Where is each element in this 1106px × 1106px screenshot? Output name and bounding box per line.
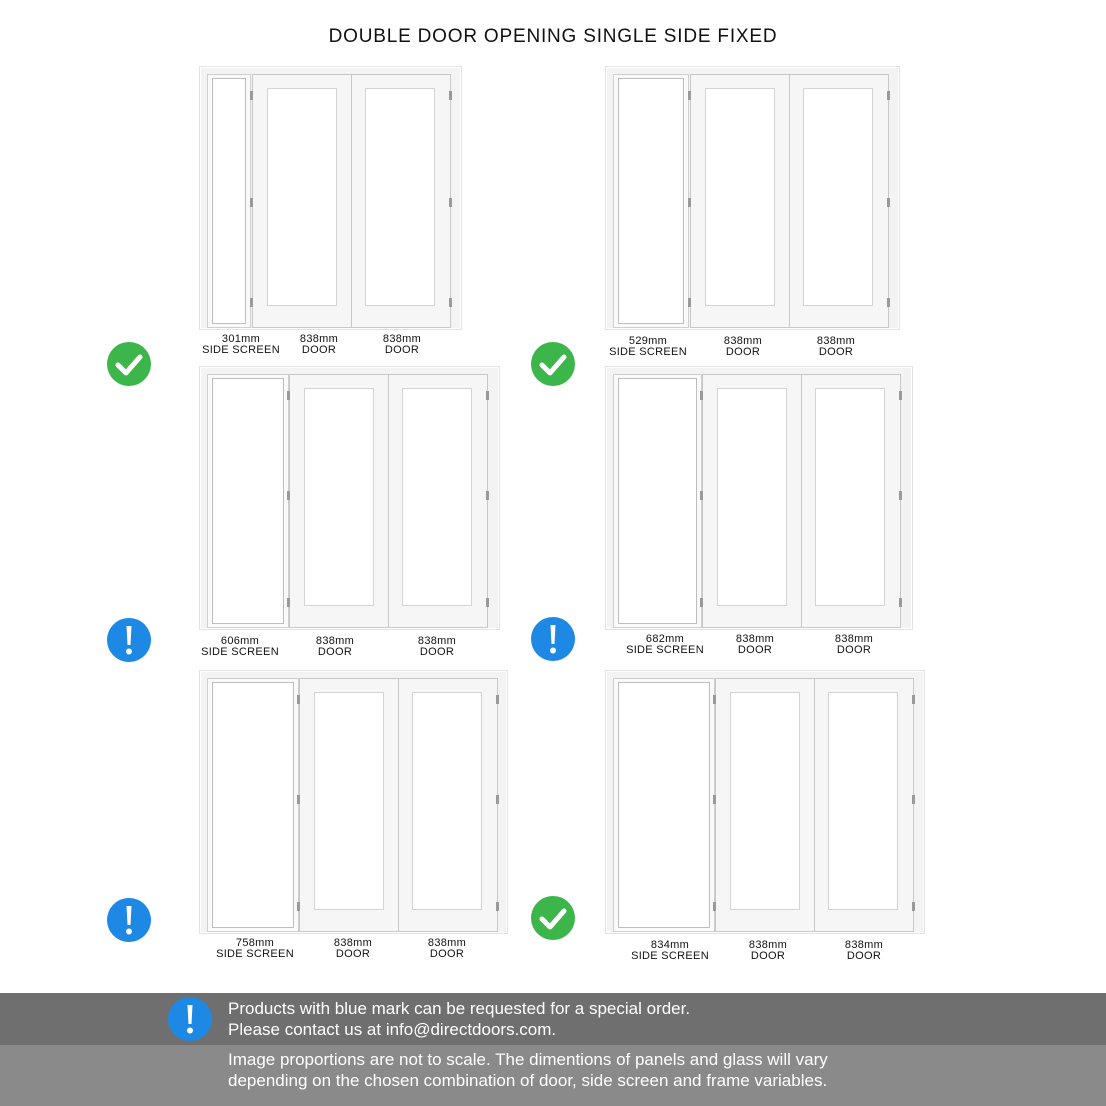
hinge bbox=[449, 91, 452, 100]
side-screen-label bbox=[623, 634, 707, 656]
door-1-width: 838mm bbox=[723, 335, 763, 347]
hinge bbox=[887, 298, 890, 307]
hinge bbox=[250, 298, 253, 307]
hinge bbox=[700, 598, 703, 607]
door-2-caption: DOOR bbox=[419, 646, 455, 658]
page-title: DOUBLE DOOR OPENING SINGLE SIDE FIXED bbox=[328, 26, 778, 47]
door-leaf-left bbox=[702, 374, 802, 628]
hinge bbox=[297, 902, 300, 911]
hinge bbox=[700, 391, 703, 400]
side-screen-label bbox=[605, 336, 691, 358]
check-icon-circle bbox=[531, 342, 575, 386]
door-2-label bbox=[407, 938, 487, 960]
hinge bbox=[297, 695, 300, 704]
hinge bbox=[713, 902, 716, 911]
footer-line-4: depending on the chosen combination of door, side screen and frame variables. bbox=[228, 1071, 828, 1090]
check-icon-circle bbox=[531, 896, 575, 940]
exclamation-icon bbox=[168, 997, 212, 1041]
hinge bbox=[887, 198, 890, 207]
hinge bbox=[688, 298, 691, 307]
footer-line-1: Products with blue mark can be requested for a special order. bbox=[228, 999, 691, 1018]
door-config-5 bbox=[199, 670, 508, 970]
door-glass bbox=[412, 692, 482, 910]
hinge bbox=[287, 391, 290, 400]
hinge bbox=[287, 598, 290, 607]
hinge bbox=[688, 198, 691, 207]
exclamation-icon-dot bbox=[126, 929, 132, 935]
door-2-caption: DOOR bbox=[818, 346, 854, 358]
side-screen-label bbox=[199, 334, 283, 356]
side-screen-width: 682mm bbox=[645, 633, 685, 645]
door-glass bbox=[828, 692, 898, 910]
hinge bbox=[912, 795, 915, 804]
door-config-6 bbox=[605, 670, 925, 970]
door-config-2 bbox=[605, 66, 900, 366]
door-1-caption: DOOR bbox=[301, 344, 337, 356]
hinge bbox=[496, 795, 499, 804]
door-2-label bbox=[362, 334, 442, 356]
door-2-caption: DOOR bbox=[384, 344, 420, 356]
door-leaf-left bbox=[252, 74, 352, 328]
door-config-3 bbox=[199, 366, 500, 666]
side-screen-glass bbox=[618, 378, 697, 624]
door-2-width: 838mm bbox=[417, 635, 457, 647]
door-1-width: 838mm bbox=[735, 633, 775, 645]
hinge bbox=[496, 695, 499, 704]
side-screen-label bbox=[628, 940, 712, 962]
side-screen-glass bbox=[618, 682, 710, 928]
side-screen-width: 758mm bbox=[235, 937, 275, 949]
door-2-width: 838mm bbox=[816, 335, 856, 347]
hinge bbox=[912, 695, 915, 704]
hinge bbox=[297, 795, 300, 804]
door-glass bbox=[304, 388, 374, 606]
side-screen-width: 301mm bbox=[221, 333, 261, 345]
exclamation-icon bbox=[107, 898, 151, 942]
hinge bbox=[486, 391, 489, 400]
exclamation-icon bbox=[107, 618, 151, 662]
door-1-width: 838mm bbox=[315, 635, 355, 647]
check-icon bbox=[531, 342, 575, 386]
door-2-label bbox=[824, 940, 904, 962]
door-glass bbox=[730, 692, 800, 910]
exclamation-icon-dot bbox=[550, 648, 556, 654]
door-1-width: 838mm bbox=[299, 333, 339, 345]
door-1-label bbox=[703, 336, 783, 358]
hinge bbox=[496, 902, 499, 911]
hinge bbox=[912, 902, 915, 911]
door-2-caption: DOOR bbox=[836, 644, 872, 656]
side-screen-glass bbox=[212, 682, 294, 928]
door-leaf-right bbox=[801, 374, 901, 628]
hinge bbox=[700, 491, 703, 500]
door-2-label bbox=[796, 336, 876, 358]
hinge bbox=[250, 198, 253, 207]
hinge bbox=[713, 695, 716, 704]
hinge bbox=[899, 598, 902, 607]
side-screen-caption: SIDE SCREEN bbox=[626, 644, 704, 656]
hinge bbox=[449, 198, 452, 207]
door-glass bbox=[365, 88, 435, 306]
side-screen-width: 606mm bbox=[220, 635, 260, 647]
door-config-1 bbox=[199, 66, 462, 366]
door-1-width: 838mm bbox=[333, 937, 373, 949]
side-screen-glass bbox=[212, 78, 246, 324]
hinge bbox=[486, 491, 489, 500]
hinge bbox=[713, 795, 716, 804]
door-leaf-right bbox=[388, 374, 488, 628]
check-icon bbox=[107, 342, 151, 386]
door-1-label bbox=[313, 938, 393, 960]
hinge bbox=[899, 491, 902, 500]
hinge bbox=[449, 298, 452, 307]
side-screen-panel bbox=[207, 74, 251, 328]
door-1-caption: DOOR bbox=[335, 948, 371, 960]
door-2-caption: DOOR bbox=[846, 950, 882, 962]
side-screen-caption: SIDE SCREEN bbox=[216, 948, 294, 960]
door-glass bbox=[267, 88, 337, 306]
side-screen-panel bbox=[207, 678, 299, 932]
side-screen-glass bbox=[212, 378, 284, 624]
door-2-caption: DOOR bbox=[429, 948, 465, 960]
side-screen-panel bbox=[613, 74, 689, 328]
door-glass bbox=[815, 388, 885, 606]
footer-disclaimer-text bbox=[228, 1049, 828, 1091]
side-screen-panel bbox=[613, 374, 702, 628]
door-1-label bbox=[279, 334, 359, 356]
door-glass bbox=[402, 388, 472, 606]
side-screen-width: 529mm bbox=[628, 335, 668, 347]
door-leaf-right bbox=[351, 74, 451, 328]
door-1-label bbox=[715, 634, 795, 656]
door-2-width: 838mm bbox=[427, 937, 467, 949]
door-1-label bbox=[728, 940, 808, 962]
footer-line-2: Please contact us at info@directdoors.com. bbox=[228, 1020, 557, 1039]
side-screen-caption: SIDE SCREEN bbox=[631, 950, 709, 962]
hinge bbox=[250, 91, 253, 100]
door-1-width: 838mm bbox=[748, 939, 788, 951]
door-glass bbox=[705, 88, 775, 306]
door-glass bbox=[803, 88, 873, 306]
door-1-label bbox=[295, 636, 375, 658]
door-leaf-right bbox=[398, 678, 498, 932]
exclamation-icon-dot bbox=[187, 1028, 193, 1034]
door-2-label bbox=[814, 634, 894, 656]
door-1-caption: DOOR bbox=[725, 346, 761, 358]
door-glass bbox=[717, 388, 787, 606]
footer-line-3: Image proportions are not to scale. The dimentions of panels and glass will vary bbox=[228, 1050, 828, 1069]
door-1-caption: DOOR bbox=[317, 646, 353, 658]
hinge bbox=[486, 598, 489, 607]
door-1-caption: DOOR bbox=[750, 950, 786, 962]
door-leaf-right bbox=[789, 74, 889, 328]
check-icon bbox=[531, 896, 575, 940]
hinge bbox=[287, 491, 290, 500]
side-screen-label bbox=[199, 636, 281, 658]
door-2-width: 838mm bbox=[844, 939, 884, 951]
door-leaf-left bbox=[690, 74, 790, 328]
door-1-caption: DOOR bbox=[737, 644, 773, 656]
check-icon-circle bbox=[107, 342, 151, 386]
side-screen-panel bbox=[613, 678, 715, 932]
side-screen-panel bbox=[207, 374, 289, 628]
hinge bbox=[899, 391, 902, 400]
door-glass bbox=[314, 692, 384, 910]
exclamation-icon-dot bbox=[126, 649, 132, 655]
side-screen-caption: SIDE SCREEN bbox=[609, 346, 687, 358]
footer-notice-text bbox=[228, 998, 690, 1040]
hinge bbox=[688, 91, 691, 100]
side-screen-width: 834mm bbox=[650, 939, 690, 951]
door-leaf-left bbox=[289, 374, 389, 628]
door-2-width: 838mm bbox=[382, 333, 422, 345]
door-leaf-left bbox=[715, 678, 815, 932]
side-screen-caption: SIDE SCREEN bbox=[201, 646, 279, 658]
door-leaf-left bbox=[299, 678, 399, 932]
exclamation-icon bbox=[531, 617, 575, 661]
side-screen-label bbox=[213, 938, 297, 960]
side-screen-glass bbox=[618, 78, 684, 324]
door-leaf-right bbox=[814, 678, 914, 932]
side-screen-caption: SIDE SCREEN bbox=[202, 344, 280, 356]
door-2-width: 838mm bbox=[834, 633, 874, 645]
door-config-4 bbox=[605, 366, 913, 666]
hinge bbox=[887, 91, 890, 100]
door-2-label bbox=[397, 636, 477, 658]
